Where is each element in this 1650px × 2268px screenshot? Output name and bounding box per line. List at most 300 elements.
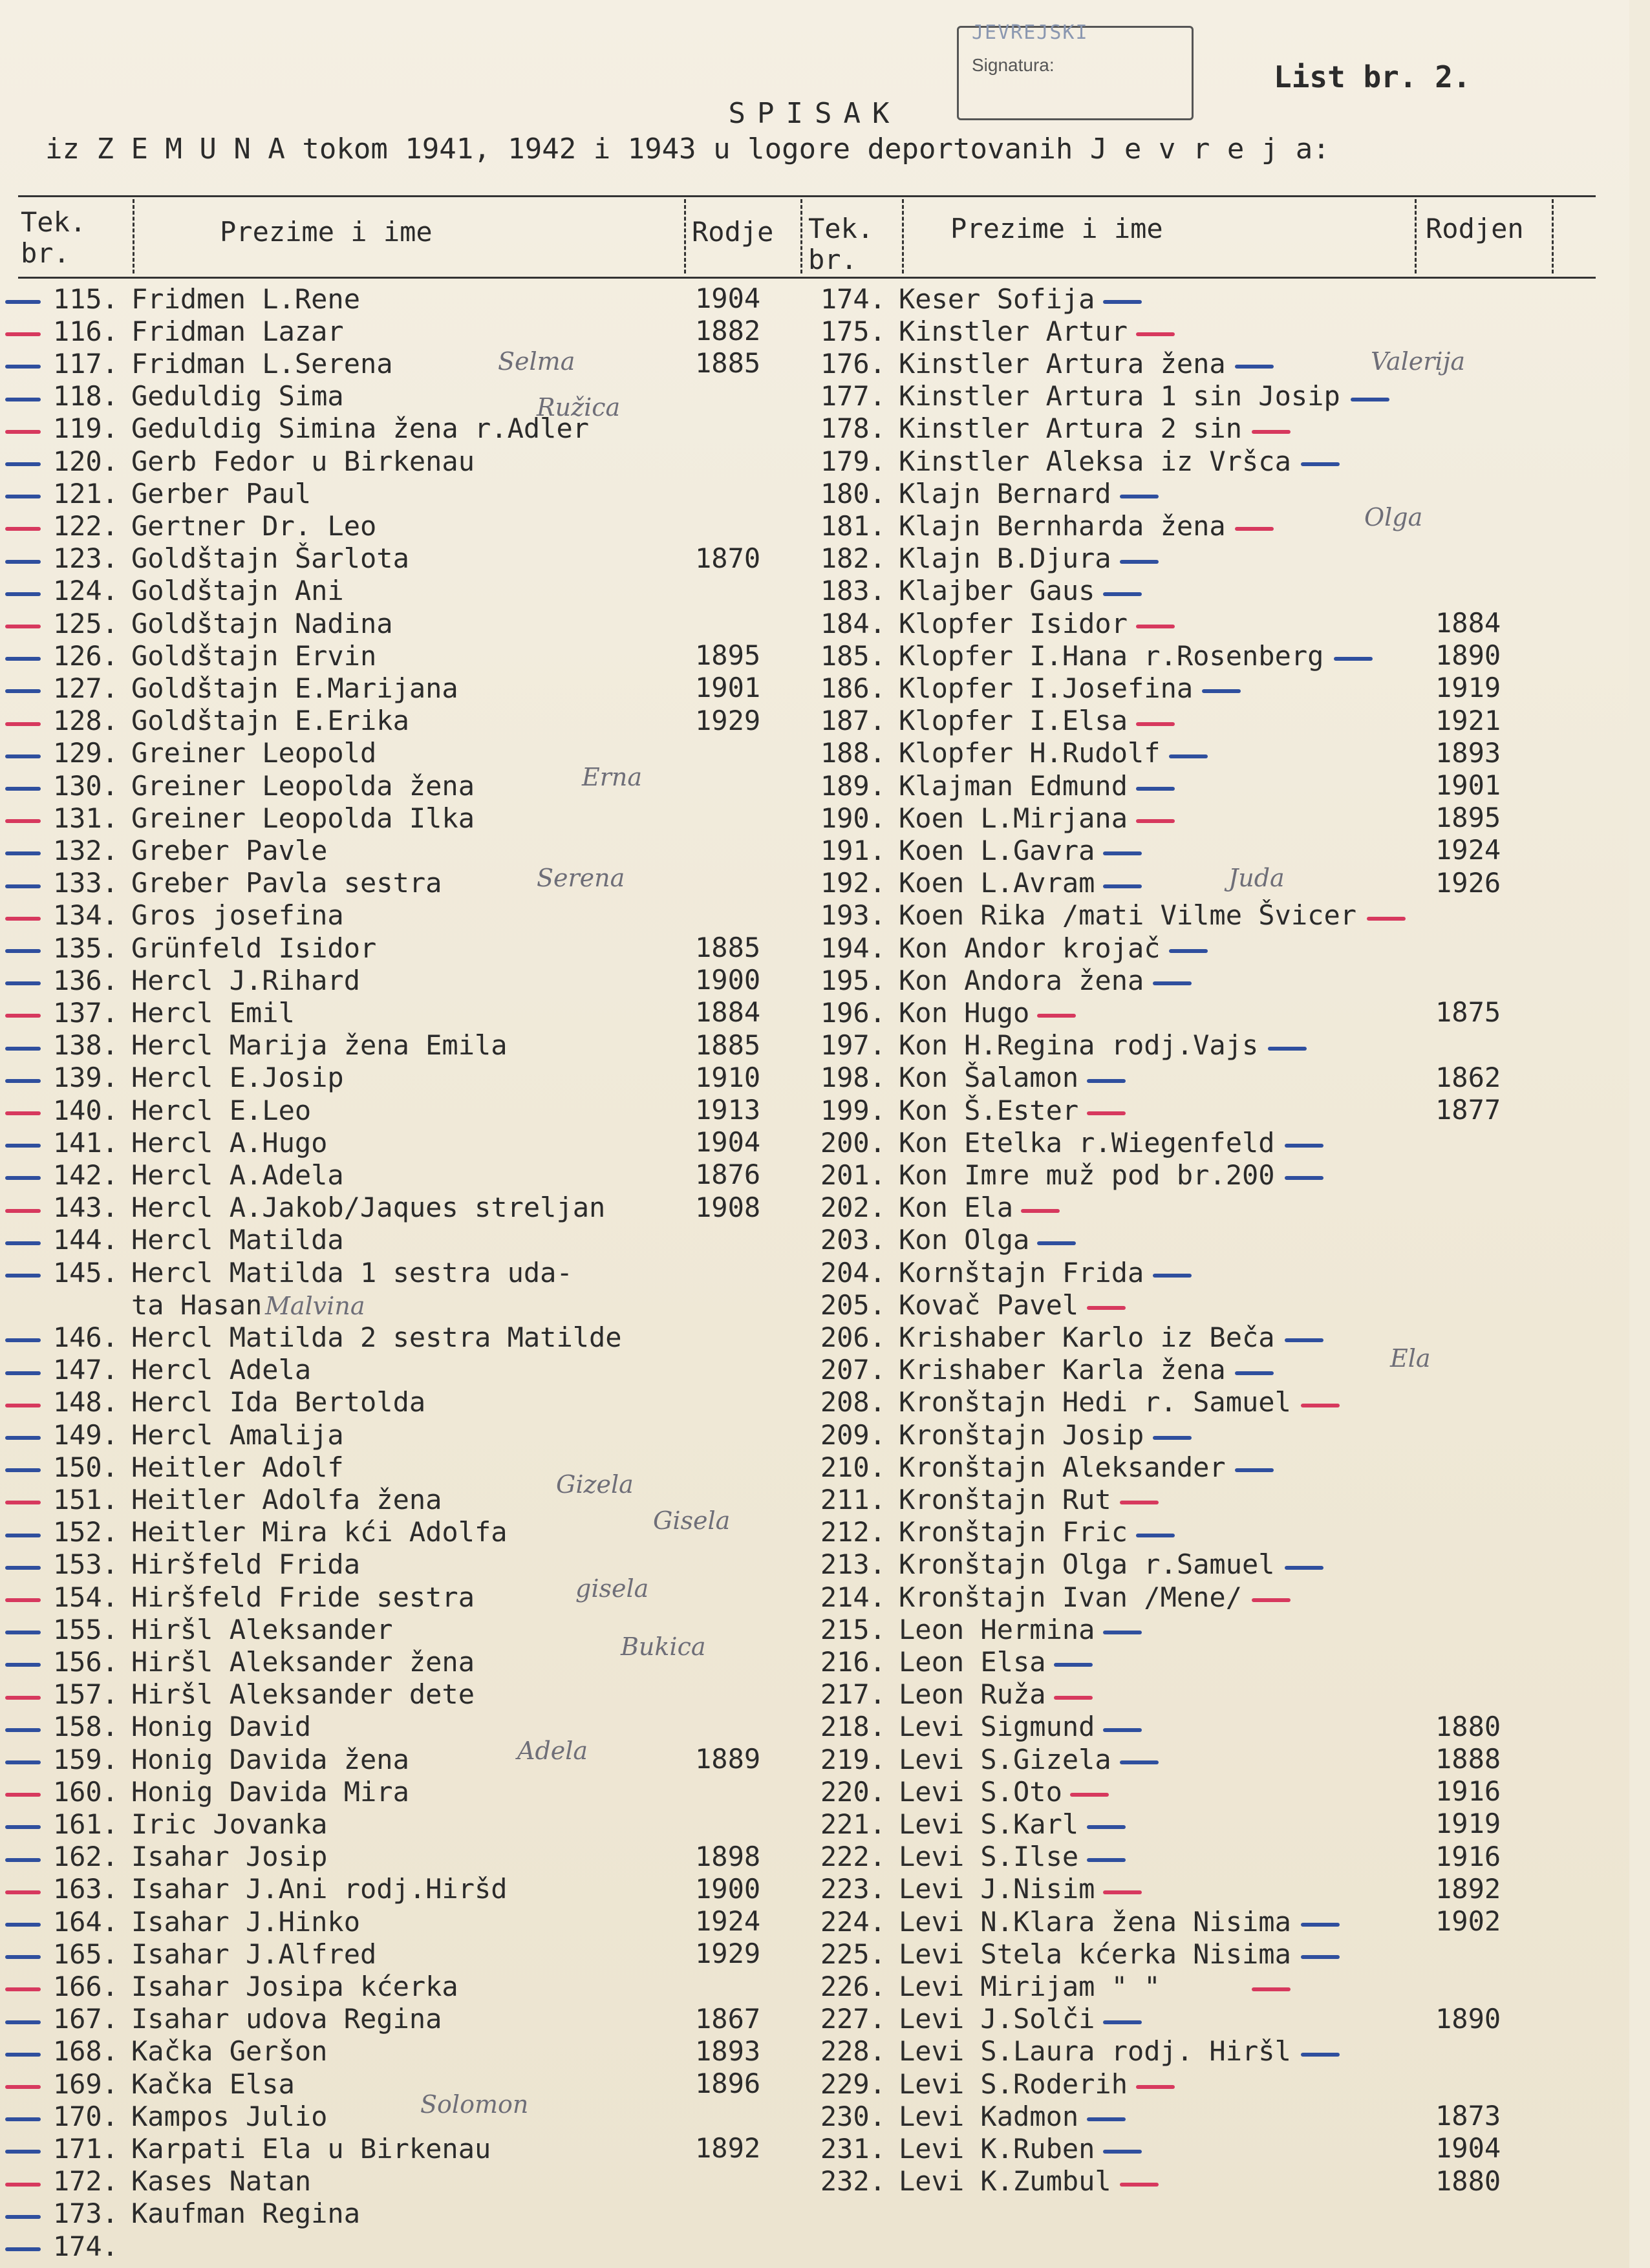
- entry-number: 178.: [820, 412, 886, 445]
- entry-number: 206.: [820, 1321, 886, 1353]
- table-row: [18, 1581, 475, 1613]
- entry-number: 174.: [52, 2230, 118, 2262]
- entry-name: Gros josefina: [131, 899, 344, 932]
- margin-mark: [1169, 949, 1208, 953]
- table-row: [786, 2132, 1095, 2165]
- entry-name: Kon Andor krojač: [899, 932, 1161, 964]
- margin-mark: [5, 1338, 41, 1342]
- entry-number: 123.: [52, 542, 118, 575]
- entry-birth-year: 1888: [1435, 1743, 1501, 1775]
- entry-birth-year: 1862: [1435, 1061, 1501, 1093]
- table-row: [786, 1743, 1111, 1775]
- column-divider: [902, 199, 906, 273]
- entry-number: 205.: [820, 1289, 886, 1321]
- table-row: [786, 1029, 1258, 1062]
- table-row: [786, 1159, 1275, 1191]
- margin-mark: [1136, 332, 1175, 336]
- entry-name: Honig Davida Mira: [131, 1775, 409, 1808]
- entry-birth-year: 1895: [695, 639, 761, 672]
- column-divider: [1415, 199, 1419, 273]
- table-row: [18, 1126, 327, 1159]
- entry-number: 161.: [52, 1808, 118, 1840]
- table-row: [786, 1938, 1291, 1970]
- margin-mark: [1301, 1404, 1340, 1407]
- entry-number: 229.: [820, 2068, 886, 2100]
- entry-number: 231.: [820, 2132, 886, 2165]
- margin-mark: [5, 917, 41, 921]
- entry-number: 150.: [52, 1451, 118, 1483]
- margin-mark: [1103, 1728, 1142, 1732]
- table-row: [18, 1873, 508, 1905]
- entry-number: 147.: [52, 1354, 118, 1386]
- entry-number: 198.: [820, 1062, 886, 1094]
- margin-mark: [1351, 398, 1389, 401]
- entry-number: 228.: [820, 2035, 886, 2068]
- margin-mark: [5, 1014, 41, 1018]
- margin-mark: [1120, 1501, 1159, 1504]
- entry-birth-year: 1885: [695, 347, 761, 380]
- margin-mark: [1103, 592, 1142, 596]
- entry-birth-year: 1882: [695, 315, 761, 347]
- table-row: [786, 1224, 1029, 1256]
- entry-name: Greiner Leopolda žena: [131, 769, 475, 802]
- table-row: [786, 347, 1226, 380]
- table-row: [786, 1418, 1144, 1451]
- margin-mark: [5, 884, 41, 888]
- entry-number: 118.: [52, 380, 118, 412]
- entry-name: Kronštajn Rut: [899, 1483, 1111, 1515]
- margin-mark: [5, 1534, 41, 1537]
- table-row: [786, 1841, 1078, 1873]
- table-row: [786, 1451, 1226, 1483]
- entry-birth-year: 1902: [1435, 1905, 1501, 1937]
- table-row: [18, 705, 409, 737]
- entry-birth-year: 1893: [695, 2035, 761, 2067]
- table-row: [786, 672, 1193, 704]
- margin-mark: [5, 1371, 41, 1375]
- entry-name: Kornštajn Frida: [899, 1256, 1144, 1289]
- entry-name: Kronštajn Aleksander: [899, 1451, 1226, 1483]
- handwritten-note: Olga: [1364, 503, 1423, 532]
- entry-number: 119.: [52, 412, 118, 445]
- entry-name: Isahar udova Regina: [131, 2003, 442, 2035]
- table-row: [18, 477, 311, 509]
- entry-name: Hiršl Aleksander: [131, 1613, 393, 1645]
- table-row: [18, 1808, 327, 1840]
- margin-mark: [1103, 884, 1142, 888]
- margin-mark: [5, 2247, 41, 2251]
- table-row: [18, 1775, 409, 1808]
- margin-mark: [5, 1760, 41, 1764]
- entry-name: Leon Elsa: [899, 1645, 1046, 1678]
- entry-name: Honig Davida žena: [131, 1743, 409, 1775]
- margin-mark: [5, 1047, 41, 1051]
- margin-mark: [5, 1501, 41, 1504]
- table-row: [786, 2068, 1128, 2100]
- entry-name: Fridman Lazar: [131, 315, 344, 347]
- entry-number: 190.: [820, 802, 886, 834]
- entry-number: 157.: [52, 1678, 118, 1711]
- entry-number: 176.: [820, 347, 886, 380]
- table-row: [18, 1386, 425, 1418]
- entry-birth-year: 1876: [695, 1159, 761, 1191]
- entry-birth-year: 1884: [1435, 607, 1501, 639]
- table-row: [18, 509, 376, 542]
- table-row: [786, 1483, 1111, 1515]
- entry-number: 146.: [52, 1321, 118, 1353]
- margin-mark: [1252, 1598, 1291, 1602]
- entry-birth-year: 1904: [1435, 2132, 1501, 2165]
- entry-number: 201.: [820, 1159, 886, 1191]
- table-row: [786, 412, 1242, 445]
- table-row: [786, 932, 1161, 964]
- margin-mark: [1070, 1793, 1109, 1797]
- table-row: [18, 1645, 475, 1678]
- entry-number: 216.: [820, 1645, 886, 1678]
- header-tek-left: Tek. br.: [21, 206, 87, 269]
- entry-name: ta Hasan: [131, 1289, 262, 1321]
- margin-mark: [5, 1566, 41, 1570]
- entry-birth-year: 1929: [695, 704, 761, 736]
- table-row: [786, 1354, 1226, 1386]
- entry-name: Kon Etelka r.Wiegenfeld: [899, 1126, 1275, 1159]
- entry-number: 180.: [820, 477, 886, 509]
- margin-mark: [5, 2053, 41, 2057]
- entry-number: 192.: [820, 867, 886, 899]
- entry-name: Koen L.Avram: [899, 867, 1095, 899]
- document-subtitle: iz Z E M U N A tokom 1941, 1942 i 1943 u logore deportovanih J e v r e j a:: [45, 133, 1330, 166]
- entry-number: 151.: [52, 1483, 118, 1515]
- margin-mark: [1087, 2117, 1126, 2121]
- entry-number: 159.: [52, 1743, 118, 1775]
- table-row: [18, 964, 360, 996]
- handwritten-note: Valerija: [1371, 347, 1466, 376]
- entry-birth-year: 1867: [695, 2002, 761, 2035]
- table-row: [18, 769, 475, 802]
- margin-mark: [1136, 722, 1175, 726]
- table-row: [786, 1548, 1275, 1581]
- margin-mark: [5, 2150, 41, 2154]
- table-row: [18, 1938, 376, 1970]
- table-row: [786, 1516, 1128, 1548]
- entry-birth-year: 1900: [695, 1872, 761, 1905]
- table-row: [18, 867, 442, 899]
- entry-number: 196.: [820, 996, 886, 1029]
- table-row: [786, 899, 1356, 932]
- entry-name: Isahar J.Alfred: [131, 1938, 377, 1970]
- margin-mark: [5, 1955, 41, 1959]
- table-row: [18, 899, 344, 932]
- entry-number: 127.: [52, 672, 118, 704]
- margin-mark: [5, 365, 41, 369]
- handwritten-note: Erna: [582, 763, 643, 791]
- entry-number: 133.: [52, 867, 118, 899]
- entry-name: Goldštajn Ervin: [131, 639, 377, 672]
- entry-number: 212.: [820, 1516, 886, 1548]
- margin-mark: [1087, 1306, 1126, 1310]
- entry-birth-year: 1885: [695, 1029, 761, 1061]
- entry-number: 171.: [52, 2132, 118, 2165]
- margin-mark: [1136, 819, 1175, 823]
- margin-mark: [1103, 1631, 1142, 1634]
- entry-name: Geduldig Simina žena r.Adler: [131, 412, 590, 445]
- margin-mark: [5, 1728, 41, 1732]
- entry-number: 116.: [52, 315, 118, 347]
- entry-birth-year: 1877: [1435, 1094, 1501, 1126]
- entry-number: 143.: [52, 1192, 118, 1224]
- entry-number: 215.: [820, 1613, 886, 1645]
- margin-mark: [1153, 1436, 1192, 1440]
- table-row: [786, 509, 1226, 542]
- entry-number: 200.: [820, 1126, 886, 1159]
- table-row: [18, 1841, 327, 1873]
- entry-name: Hercl Marija žena Emila: [131, 1029, 508, 1062]
- margin-mark: [1367, 917, 1406, 921]
- entry-number: 162.: [52, 1841, 118, 1873]
- entry-number: 120.: [52, 445, 118, 477]
- entry-number: 184.: [820, 607, 886, 639]
- entry-name: Goldštajn Ani: [131, 575, 344, 607]
- entry-name: Keser Sofija: [899, 283, 1095, 315]
- entry-name: Kronštajn Fric: [899, 1516, 1128, 1548]
- table-row: [786, 1645, 1046, 1678]
- table-row: [786, 1126, 1275, 1159]
- margin-mark: [5, 1631, 41, 1634]
- entry-number: 208.: [820, 1386, 886, 1418]
- table-row: [18, 2003, 442, 2035]
- entry-name: Levi K.Zumbul: [899, 2165, 1111, 2198]
- margin-mark: [1268, 1047, 1307, 1051]
- table-row: [18, 1516, 508, 1548]
- entry-number: 163.: [52, 1873, 118, 1905]
- margin-mark: [1301, 2053, 1340, 2057]
- entry-number: 232.: [820, 2165, 886, 2198]
- handwritten-note: Juda: [1228, 863, 1285, 892]
- margin-mark: [5, 300, 41, 304]
- margin-mark: [5, 1209, 41, 1213]
- entry-number: 144.: [52, 1224, 118, 1256]
- entry-number: 140.: [52, 1094, 118, 1126]
- entry-number: 134.: [52, 899, 118, 932]
- table-row: [786, 315, 1128, 347]
- margin-mark: [1054, 1663, 1093, 1667]
- entry-name: Kinstler Aleksa iz Vršca: [899, 445, 1291, 477]
- handwritten-note: Selma: [498, 347, 575, 376]
- stamp-header: JEVREJSKI: [972, 21, 1089, 44]
- margin-mark: [5, 527, 41, 531]
- margin-mark: [5, 430, 41, 434]
- entry-number: 230.: [820, 2100, 886, 2132]
- entry-number: 152.: [52, 1516, 118, 1548]
- table-row: [786, 445, 1291, 477]
- entry-number: 137.: [52, 996, 118, 1029]
- table-row: [786, 575, 1095, 607]
- margin-mark: [1120, 495, 1159, 498]
- table-row: [18, 607, 393, 639]
- entry-number: 211.: [820, 1483, 886, 1515]
- entry-name: Klajn Bernard: [899, 477, 1111, 509]
- margin-mark: [5, 754, 41, 758]
- table-row: [18, 2132, 491, 2165]
- handwritten-note: Ružica: [537, 392, 621, 422]
- margin-mark: [1252, 430, 1291, 434]
- entry-number: 213.: [820, 1548, 886, 1581]
- table-row: [18, 315, 344, 347]
- margin-mark: [5, 1468, 41, 1472]
- entry-number: 221.: [820, 1808, 886, 1840]
- entry-birth-year: 1916: [1435, 1775, 1501, 1808]
- margin-mark: [5, 1598, 41, 1602]
- entry-name: Kovač Pavel: [899, 1289, 1079, 1321]
- margin-mark: [1301, 462, 1340, 466]
- entry-birth-year: 1884: [695, 996, 761, 1029]
- table-row: [18, 1743, 409, 1775]
- entry-name: Krishaber Karlo iz Beča: [899, 1321, 1275, 1353]
- entry-name: Gertner Dr. Leo: [131, 509, 377, 542]
- margin-mark: [1136, 625, 1175, 628]
- entry-name: Levi S.Roderih: [899, 2068, 1128, 2100]
- entry-birth-year: 1875: [1435, 996, 1501, 1029]
- entry-birth-year: 1926: [1435, 866, 1501, 899]
- entry-birth-year: 1892: [695, 2132, 761, 2165]
- entry-name: Karpati Ela u Birkenau: [131, 2132, 491, 2165]
- margin-mark: [5, 1696, 41, 1700]
- margin-mark: [5, 851, 41, 855]
- handwritten-note: Ela: [1390, 1343, 1431, 1373]
- table-row: [18, 932, 376, 964]
- margin-mark: [5, 1404, 41, 1407]
- table-row: [786, 1094, 1078, 1126]
- margin-mark: [1136, 1534, 1175, 1537]
- table-row: [18, 2165, 311, 2198]
- table-row: [786, 1873, 1095, 1905]
- entry-name: Levi Stela kćerka Nisima: [899, 1938, 1291, 1970]
- entry-birth-year: 1919: [1435, 672, 1501, 704]
- entry-number: 207.: [820, 1354, 886, 1386]
- entry-birth-year: 1929: [695, 1938, 761, 1970]
- margin-mark: [5, 1923, 41, 1927]
- entry-number: 218.: [820, 1711, 886, 1743]
- margin-mark: [1252, 1987, 1291, 1991]
- margin-mark: [5, 1987, 41, 1991]
- entry-name: Goldštajn Nadina: [131, 607, 393, 639]
- entry-birth-year: 1904: [695, 1126, 761, 1159]
- entry-number: 132.: [52, 834, 118, 866]
- table-row: [18, 1970, 458, 2002]
- entry-number: 181.: [820, 509, 886, 542]
- margin-mark: [5, 1144, 41, 1148]
- column-divider: [684, 199, 688, 273]
- entry-number: 115.: [52, 283, 118, 315]
- margin-mark: [1103, 1890, 1142, 1894]
- table-row: [18, 575, 344, 607]
- entry-birth-year: 1893: [1435, 736, 1501, 769]
- margin-mark: [1235, 1468, 1274, 1472]
- entry-number: 169.: [52, 2068, 118, 2100]
- entry-number: 177.: [820, 380, 886, 412]
- stamp-signature-label: Signatura:: [972, 55, 1055, 75]
- column-divider: [800, 199, 804, 273]
- margin-mark: [1235, 365, 1274, 369]
- margin-mark: [5, 949, 41, 953]
- entry-birth-year: 1885: [695, 932, 761, 963]
- table-row: [18, 2068, 295, 2100]
- entry-name: Hercl Amalija: [131, 1418, 344, 1451]
- margin-mark: [1087, 1079, 1126, 1083]
- entry-name: Klajn Bernharda žena: [899, 509, 1226, 542]
- margin-mark: [5, 722, 41, 726]
- table-row: [786, 283, 1095, 315]
- margin-mark: [5, 657, 41, 661]
- entry-name: Hiršl Aleksander žena: [131, 1645, 475, 1678]
- entry-number: 222.: [820, 1841, 886, 1873]
- entry-name: Kinstler Artur: [899, 315, 1128, 347]
- entry-name: Levi S.Laura rodj. Hiršl: [899, 2035, 1291, 2068]
- entry-birth-year: 1870: [695, 542, 761, 574]
- entry-name: Klopfer H.Rudolf: [899, 737, 1161, 769]
- table-row: [18, 347, 393, 380]
- handwritten-note: Serena: [537, 863, 625, 892]
- table-row: [786, 964, 1144, 996]
- table-row: [18, 996, 295, 1029]
- entry-name: Isahar Josip: [131, 1841, 328, 1873]
- table-row: [18, 283, 360, 315]
- table-row: [18, 2230, 131, 2262]
- margin-mark: [1334, 657, 1373, 661]
- margin-mark: [1054, 1696, 1093, 1700]
- document-title: SPISAK: [728, 97, 901, 130]
- table-row: [786, 1678, 1046, 1711]
- entry-name: Hercl E.Leo: [131, 1094, 312, 1126]
- table-row: [18, 1094, 311, 1126]
- entry-name: Hercl Matilda 1 sestra uda-: [131, 1256, 573, 1289]
- header-name-left: Prezime i ime: [220, 216, 433, 248]
- table-row: [786, 1256, 1144, 1289]
- entry-name: Greiner Leopolda Ilka: [131, 802, 475, 834]
- entry-name: Iric Jovanka: [131, 1808, 328, 1840]
- entry-name: Hercl Adela: [131, 1354, 312, 1386]
- table-row: [786, 705, 1128, 737]
- margin-mark: [1202, 689, 1241, 693]
- table-row: [786, 2165, 1111, 2198]
- entry-name: Kačka Elsa: [131, 2068, 295, 2100]
- entry-number: 189.: [820, 769, 886, 802]
- entry-birth-year: 1880: [1435, 1710, 1501, 1742]
- entry-name: Koen Rika /mati Vilme Švicer: [899, 899, 1357, 932]
- margin-mark: [5, 1079, 41, 1083]
- entry-name: Levi S.Karl: [899, 1808, 1079, 1840]
- table-row: [18, 1192, 605, 1224]
- entry-number: 226.: [820, 1970, 886, 2002]
- header-born-left: Rodje: [692, 216, 774, 248]
- entry-number: 124.: [52, 575, 118, 607]
- margin-mark: [1285, 1176, 1323, 1180]
- table-row: [786, 2003, 1095, 2035]
- entry-name: Geduldig Sima: [131, 380, 344, 412]
- entry-number: 148.: [52, 1386, 118, 1418]
- table-row: [18, 1483, 442, 1515]
- table-row: [786, 1905, 1291, 1938]
- entry-name: Hercl A.Jakob/Jaques streljan: [131, 1192, 606, 1224]
- entry-name: Levi J.Nisim: [899, 1873, 1095, 1905]
- entry-number: 204.: [820, 1256, 886, 1289]
- table-row: [786, 607, 1128, 639]
- entry-number: 203.: [820, 1224, 886, 1256]
- table-row: [18, 1321, 622, 1353]
- entry-name: Kaufman Regina: [131, 2198, 361, 2230]
- entry-birth-year: 1892: [1435, 1872, 1501, 1905]
- entry-name: Hercl A.Adela: [131, 1159, 344, 1191]
